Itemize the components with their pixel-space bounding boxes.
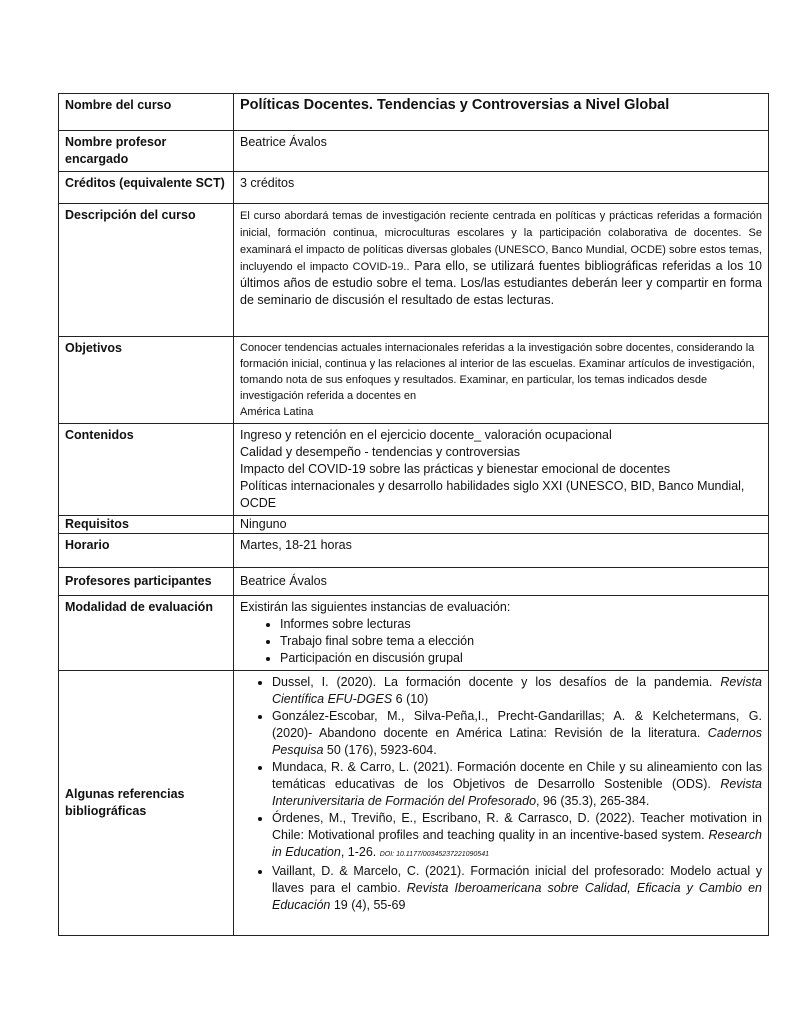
row-references (59, 671, 769, 936)
row-professor (59, 131, 769, 172)
ref-volume: 50 (176), 5923-604. (323, 743, 437, 757)
evaluation-cell (234, 596, 769, 671)
description-part-a: El curso abordará temas de investigación reciente centrada en políticas y prácticas referidas a formación inicial, formación continua, microculturas escolares y la participación colaborativa de docentes. Se examinará el impacto de políticas diversas globales (UNESCO, Banco Mundial, OCDE) sobre estos temas, incluyendo el impacto COVID-19.. (240, 210, 762, 273)
objectives-text (234, 337, 769, 424)
ref-text: Vaillant, D. & Marcelo, C. (2021). Formación inicial del profesorado: Modelo actual y llaves para el cambio. (272, 864, 762, 895)
professor-name: Beatrice Ávalos (234, 131, 769, 172)
row-credits (59, 172, 769, 204)
reference-item (272, 810, 762, 863)
label-contents: Contenidos (59, 424, 234, 516)
ref-text: González-Escobar, M., Silva-Peña,I., Precht-Gandarillas; A. & Kelchetermans, G. (2020)- Abandono docente en América Latina: Revisión de la literatura. (272, 709, 762, 740)
ref-journal: Revista Interuniversitaria de Formación del Profesorado (272, 777, 762, 808)
evaluation-intro: Existirán las siguientes instancias de evaluación: (240, 600, 511, 614)
ref-volume: , 1-26. (340, 845, 380, 859)
ref-text: Dussel, I. (2020). La formación docente y los desafíos de la pandemia. (272, 675, 721, 689)
label-evaluation: Modalidad de evaluación (59, 596, 234, 671)
row-contents (59, 424, 769, 516)
content-item: Calidad y desempeño - tendencias y controversias (240, 445, 521, 459)
ref-journal: Revista Científica EFU-DGES (272, 675, 762, 706)
label-credits: Créditos (equivalente SCT) (59, 172, 234, 204)
label-references: Algunas referencias bibliográficas (59, 671, 234, 936)
row-requirements (59, 516, 769, 534)
contents-list (234, 424, 769, 516)
requirements-value: Ninguno (234, 516, 769, 534)
label-participants: Profesores participantes (59, 568, 234, 596)
objectives-body: Conocer tendencias actuales internacionales referidas a la investigación sobre docentes, considerando la formación inicial, continua y las relaciones al interior de las escuelas. Examinar artículos de investigación, tomando nota de sus enfoques y resultados. Examinar, en particular, los temas indicados desde investigación referida a docentes en (240, 342, 755, 402)
ref-doi: DOI: 10.1177/00345237221090541 (379, 851, 489, 858)
row-objectives (59, 337, 769, 424)
label-requirements: Requisitos (59, 516, 234, 534)
ref-text: Órdenes, M., Treviño, E., Escribano, R. & Carrasco, D. (2022). Teacher motivation in Chile: Motivational profiles and teaching quality in an incentive-based system. (272, 811, 762, 842)
evaluation-item: • Informes sobre lecturas (280, 616, 762, 633)
row-participants (59, 568, 769, 596)
references-cell (234, 671, 769, 936)
reference-item (272, 759, 762, 810)
ref-text: Mundaca, R. & Carro, L. (2021). Formación docente en Chile y su alineamiento con las temáticas educativas de los Objetivos de Desarrollo Sostenible (ODS). (272, 760, 762, 791)
row-schedule (59, 534, 769, 568)
ref-journal: Research in Education (272, 828, 762, 859)
evaluation-item: • Participación en discusión grupal (280, 650, 762, 667)
ref-journal: Cadernos Pesquisa (272, 726, 762, 757)
credits-value: 3 créditos (234, 172, 769, 204)
row-evaluation (59, 596, 769, 671)
row-description (59, 204, 769, 337)
evaluation-item: • Trabajo final sobre tema a elección (280, 633, 762, 650)
description-text (234, 204, 769, 337)
reference-item (272, 708, 762, 759)
reference-item (272, 674, 762, 708)
objectives-last: América Latina (240, 406, 314, 418)
row-course (59, 94, 769, 131)
reference-item (272, 863, 762, 914)
ref-journal: Revista Iberoamericana sobre Calidad, Eficacia y Cambio en Educación (272, 881, 762, 912)
ref-volume: 19 (4), 55-69 (330, 898, 406, 912)
references-list (240, 674, 762, 914)
course-table (58, 93, 769, 936)
label-description: Descripción del curso (59, 204, 234, 337)
label-schedule: Horario (59, 534, 234, 568)
ref-volume: , 96 (35.3), 265-384. (536, 794, 650, 808)
content-item: Políticas internacionales y desarrollo habilidades siglo XXI (UNESCO, BID, Banco Mundial, OCDE (240, 479, 745, 510)
evaluation-list (240, 616, 762, 667)
course-name: Políticas Docentes. Tendencias y Controversias a Nivel Global (234, 94, 769, 131)
description-part-b: Para ello, se utilizará fuentes bibliográficas referidas a los 10 últimos años de estudio sobre el tema. Los/las estudiantes deberán leer y compartir en forma de seminario de discusión el resultado de estas lecturas. (240, 259, 763, 307)
schedule-value: Martes, 18-21 horas (234, 534, 769, 568)
participants-value: Beatrice Ávalos (234, 568, 769, 596)
ref-volume: 6 (10) (392, 692, 429, 706)
label-objectives: Objetivos (59, 337, 234, 424)
content-item: Ingreso y retención en el ejercicio docente_ valoración ocupacional (240, 428, 612, 442)
label-course: Nombre del curso (59, 94, 234, 131)
label-professor: Nombre profesor encargado (59, 131, 234, 172)
content-item: Impacto del COVID-19 sobre las prácticas y bienestar emocional de docentes (240, 462, 671, 476)
